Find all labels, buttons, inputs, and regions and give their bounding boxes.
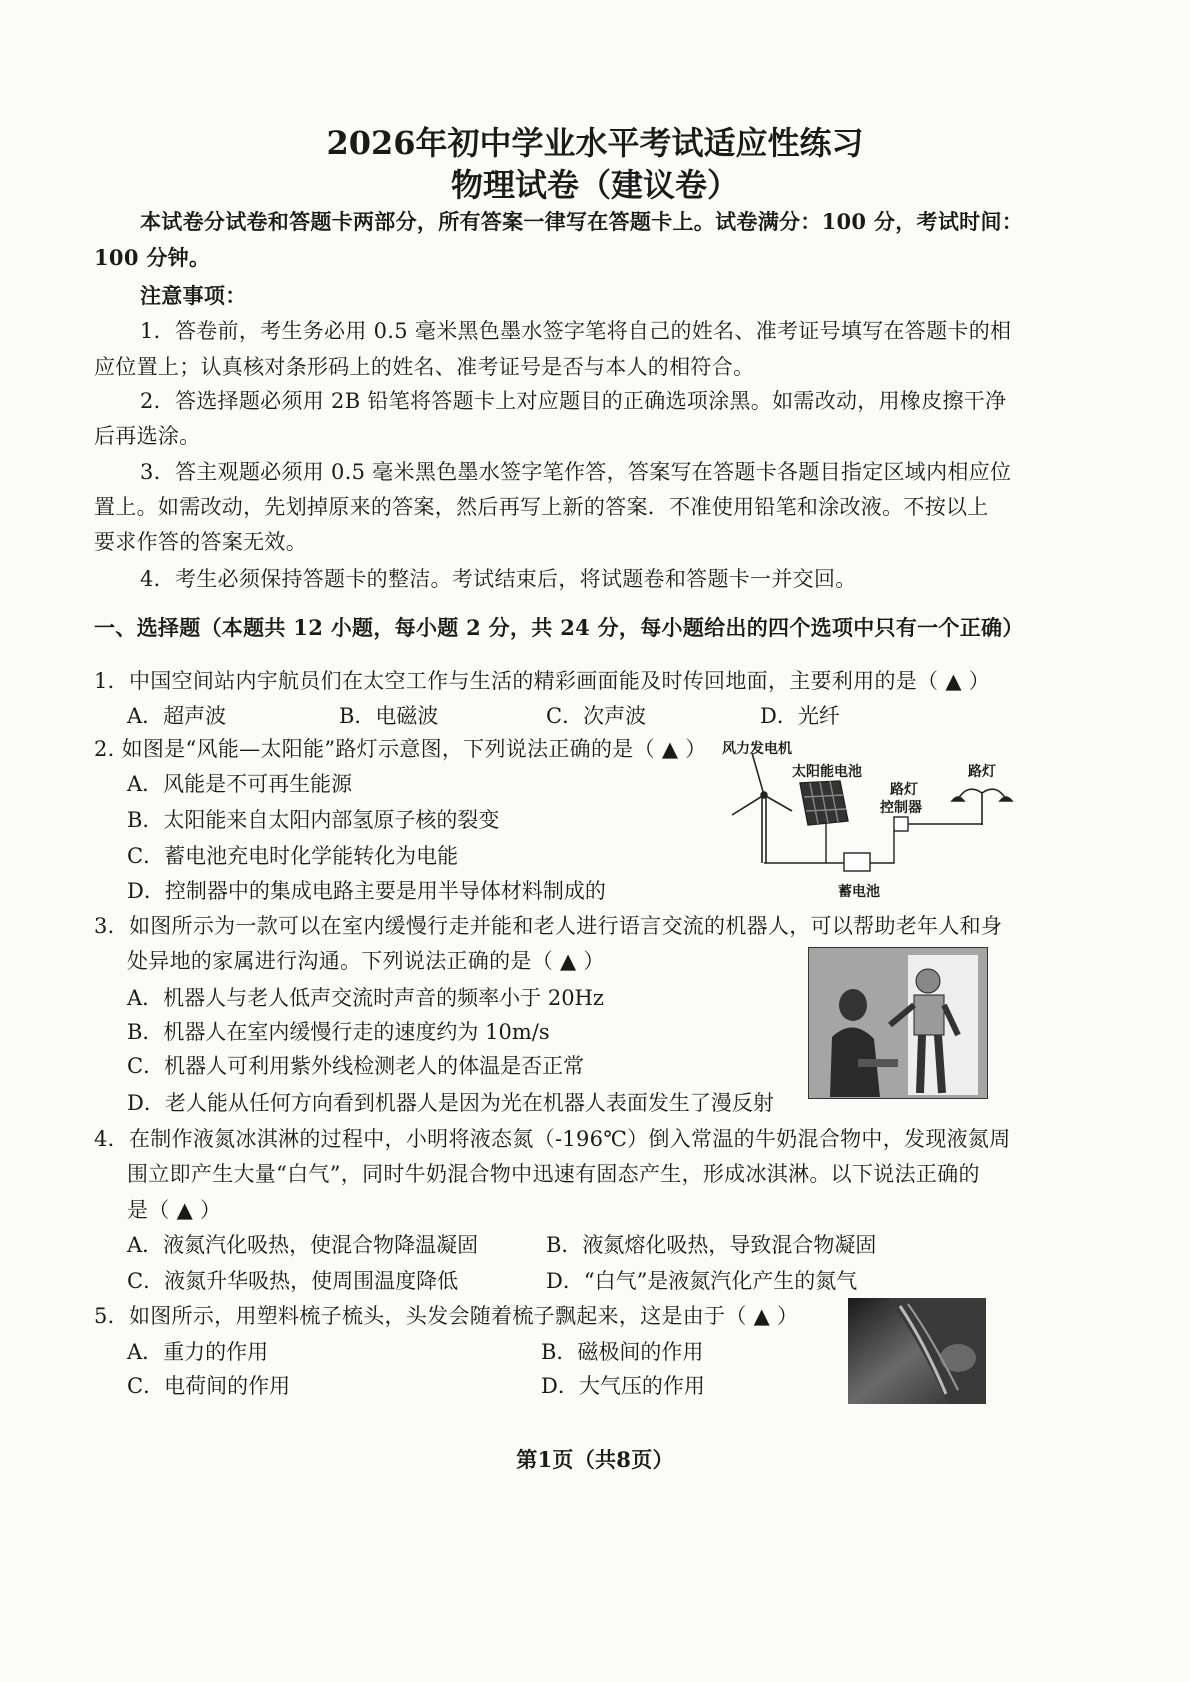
page-footer: 第1页（共8页）: [516, 1447, 674, 1472]
q4-stem-line-1: 4．在制作液氮冰淇淋的过程中，小明将液态氮（-196℃）倒入常温的牛奶混合物中，发现液氮周: [94, 1127, 1011, 1151]
exam-title: 2026年初中学业水平考试适应性练习: [326, 124, 864, 162]
section-1-heading: 一、选择题（本题共 12 小题，每小题 2 分，共 24 分，每小题给出的四个选项中只有一个正确）: [94, 615, 1024, 640]
q5-option-c: C．电荷间的作用: [127, 1374, 291, 1398]
controller-box-icon: [894, 817, 908, 831]
note-3-line-2: 置上。如需改动，先划掉原来的答案，然后再写上新的答案．不准使用铅笔和涂改液。不按以上: [94, 495, 989, 519]
q2-fig-label-battery: 蓄电池: [838, 884, 880, 900]
q5-option-a: A．重力的作用: [127, 1340, 269, 1364]
q3-option-b: B．机器人在室内缓慢行走的速度约为 10m/s: [127, 1020, 550, 1044]
q1-option-d: D．光纤: [760, 704, 840, 728]
q2-stem: 2. 如图是“风能—太阳能”路灯示意图，下列说法正确的是（ ▲ ）: [94, 737, 707, 761]
q2-option-a: A．风能是不可再生能源: [127, 772, 353, 796]
q5-option-d: D．大气压的作用: [541, 1374, 705, 1398]
q2-option-c: C．蓄电池充电时化学能转化为电能: [127, 844, 459, 868]
q3-option-c: C．机器人可利用紫外线检测老人的体温是否正常: [127, 1054, 585, 1078]
q2-option-b: B．太阳能来自太阳内部氢原子核的裂变: [127, 808, 500, 832]
note-2-line-2: 后再选涂。: [94, 424, 201, 448]
intro-line-1: 本试卷分试卷和答题卡两部分，所有答案一律写在答题卡上。试卷满分：100 分，考试时间：: [140, 209, 1024, 234]
q2-fig-label-ctrl-2: 控制器: [880, 800, 922, 816]
q4-stem-line-2: 围立即产生大量“白气”，同时牛奶混合物中迅速有固态产生，形成冰淇淋。以下说法正确的: [127, 1162, 980, 1186]
notes-heading: 注意事项：: [140, 283, 247, 308]
q1-option-a: A．超声波: [127, 704, 227, 728]
q2-figure-drawing: [722, 735, 1022, 875]
q2-wind-solar-streetlight-figure: [722, 735, 1022, 900]
note-1-line-1: 1．答卷前，考生务必用 0.5 毫米黑色墨水签字笔将自己的姓名、准考证号填写在答题卡的相: [140, 319, 1012, 343]
q4-stem-line-3: 是（ ▲ ）: [127, 1198, 222, 1222]
q1-option-b: B．电磁波: [339, 704, 439, 728]
note-4-line-1: 4．考生必须保持答题卡的整洁。考试结束后，将试题卷和答题卡一并交回。: [140, 567, 857, 591]
q3-option-a: A．机器人与老人低声交流时声音的频率小于 20Hz: [127, 986, 604, 1010]
q4-option-c: C．液氮升华吸热，使周围温度降低: [127, 1269, 459, 1293]
solar-panel-icon: [800, 781, 848, 863]
note-3-line-3: 要求作答的答案无效。: [94, 530, 307, 554]
q4-option-d: D．“白气”是液氮汽化产生的氮气: [546, 1269, 858, 1293]
battery-icon: [844, 853, 870, 871]
q2-fig-label-solar: 太阳能电池: [792, 764, 862, 780]
circuit-wires: [764, 824, 982, 863]
q2-fig-label-ctrl-1: 路灯: [890, 782, 918, 798]
q4-option-a: A．液氮汽化吸热，使混合物降温凝固: [127, 1233, 479, 1257]
q3-robot-photo: [808, 947, 988, 1099]
q3-stem-line-2: 处异地的家属进行沟通。下列说法正确的是（ ▲ ）: [127, 949, 605, 973]
q2-fig-label-lamp: 路灯: [968, 764, 996, 780]
q1-stem: 1．中国空间站内宇航员们在太空工作与生活的精彩画面能及时传回地面，主要利用的是（ ▲ ）: [94, 669, 991, 693]
q3-option-d: D．老人能从任何方向看到机器人是因为光在机器人表面发生了漫反射: [127, 1091, 774, 1115]
q3-stem-line-1: 3．如图所示为一款可以在室内缓慢行走并能和老人进行语言交流的机器人，可以帮助老年人和身: [94, 914, 1003, 938]
note-1-line-2: 应位置上；认真核对条形码上的姓名、准考证号是否与本人的相符合。: [94, 355, 755, 379]
q2-option-d: D．控制器中的集成电路主要是用半导体材料制成的: [127, 879, 606, 903]
intro-line-2: 100 分钟。: [94, 245, 211, 270]
q4-option-b: B．液氮熔化吸热，导致混合物凝固: [546, 1233, 877, 1257]
q5-option-b: B．磁极间的作用: [541, 1340, 704, 1364]
q5-comb-hair-photo: [848, 1298, 986, 1404]
q5-stem: 5．如图所示，用塑料梳子梳头，头发会随着梳子飘起来，这是由于（ ▲ ）: [94, 1304, 799, 1328]
q2-fig-label-wind: 风力发电机: [722, 741, 792, 757]
q1-option-c: C．次声波: [546, 704, 647, 728]
street-lamp-icon: [952, 789, 1012, 825]
note-2-line-1: 2．答选择题必须用 2B 铅笔将答题卡上对应题目的正确选项涂黑。如需改动，用橡皮擦干净: [140, 389, 1007, 413]
note-3-line-1: 3．答主观题必须用 0.5 毫米黑色墨水签字笔作答，答案写在答题卡各题目指定区域内相应位: [140, 460, 1012, 484]
exam-subtitle: 物理试卷（建议卷）: [450, 166, 739, 204]
wind-turbine-icon: [732, 753, 792, 863]
